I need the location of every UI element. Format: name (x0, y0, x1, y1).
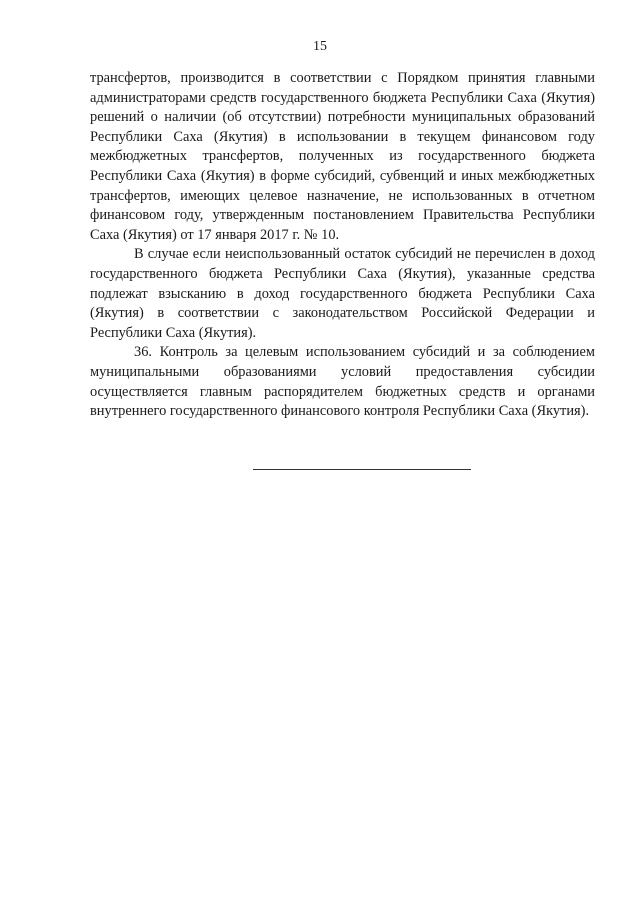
end-separator-line (253, 469, 471, 470)
paragraph-continuation: трансфертов, производится в соответствии с Порядком принятия главными администраторами средств государственного бюджета Республики Саха (Якутия) решений о наличии (об отсутствии) потребности муниципальных образований Республики Саха (Якутия) в использовании в текущем финансовом году межбюджетных трансфертов, полученных из государственного бюджета Республики Саха (Якутия) в форме субсидий, субвенций и иных межбюджетных трансфертов, имеющих целевое назначение, не использованных в отчетном финансовом году, утвержденным постановлением Правительства Республики Саха (Якутия) от 17 января 2017 г. № 10. (90, 70, 595, 243)
document-body (90, 69, 595, 422)
page-number: 15 (313, 39, 327, 54)
paragraph-control-clause: 36. Контроль за целевым использованием субсидий и за соблюдением муниципальными образованиями условий предоставления субсидии осуществляется главным распорядителем бюджетных средств и органами внутреннего государственного финансового контроля Республики Саха (Якутия). (90, 344, 595, 420)
paragraph-unused-balance: В случае если неиспользованный остаток субсидий не перечислен в доход государственного бюджета Республики Саха (Якутия), указанные средства подлежат взысканию в доход государственного бюджета Республики Саха (Якутия) в соответствии с законодательством Российской Федерации и Республики Саха (Якутия). (90, 246, 595, 341)
